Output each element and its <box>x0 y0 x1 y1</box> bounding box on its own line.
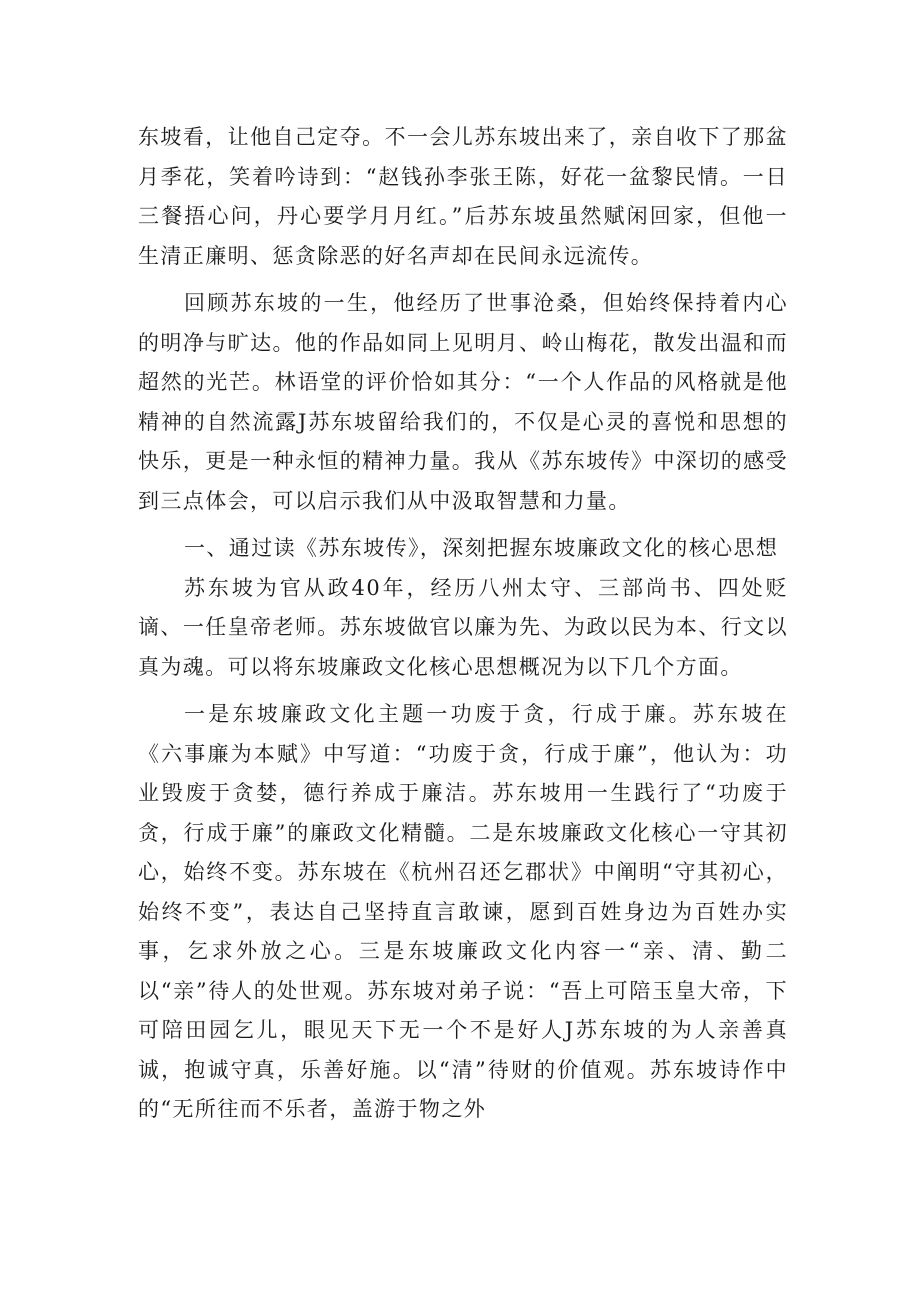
paragraph-career: 苏东坡为官从政40年，经历八州太守、三部尚书、四处贬谪、一任皇帝老师。苏东坡做官以廉为先、为政以民为本、行文以真为魂。可以将东坡廉政文化核心思想概况为以下几个方面。 <box>138 575 788 679</box>
paragraph-review: 回顾苏东坡的一生，他经历了世事沧桑，但始终保持着内心的明净与旷达。他的作品如同上见明月、岭山梅花，散发出温和而超然的光芒。林语堂的评价恰如其分：“一个人作品的风格就是他精神的自然流露J苏东坡留给我们的，不仅是心灵的喜悦和思想的快乐，更是一种永恒的精神力量。我从《苏东坡传》中深切的感受到三点体会，可以启示我们从中汲取智慧和力量。 <box>138 291 788 513</box>
paragraph-core-ideas: 一是东坡廉政文化主题一功废于贪，行成于廉。苏东坡在《六事廉为本赋》中写道：“功废于贪，行成于廉”，他认为：功业毁废于贪婪，德行养成于廉洁。苏东坡用一生践行了“功废于贪，行成于廉”的廉政文化精髓。二是东坡廉政文化核心一守其初心，始终不变。苏东坡在《杭州召还乞郡状》中阐明“守其初心，始终不变”，表达自己坚持直言敢谏，愿到百姓身边为百姓办实事，乞求外放之心。三是东坡廉政文化内容一“亲、清、勤二以“亲”待人的处世观。苏东坡对弟子说：“吾上可陪玉皇大帝，下可陪田园乞儿，眼见天下无一个不是好人J苏东坡的为人亲善真诚，抱诚守真，乐善好施。以“清”待财的价值观。苏东坡诗作中的“无所往而不乐者，盖游于物之外 <box>138 702 788 1121</box>
section-heading-1: 一、通过读《苏东坡传》，深刻把握东坡廉政文化的核心思想 <box>184 536 779 560</box>
paragraph-story-ending: 东坡看，让他自己定夺。不一会儿苏东坡出来了，亲自收下了那盆月季花，笑着吟诗到：“赵钱孙李张王陈，好花一盆黎民情。一日三餐捂心问，丹心要学月月红。”后苏东坡虽然赋闲回家，但他一生清正廉明、惩贪除恶的好名声却在民间永远流传。 <box>138 125 788 268</box>
document-body <box>138 118 788 1130</box>
